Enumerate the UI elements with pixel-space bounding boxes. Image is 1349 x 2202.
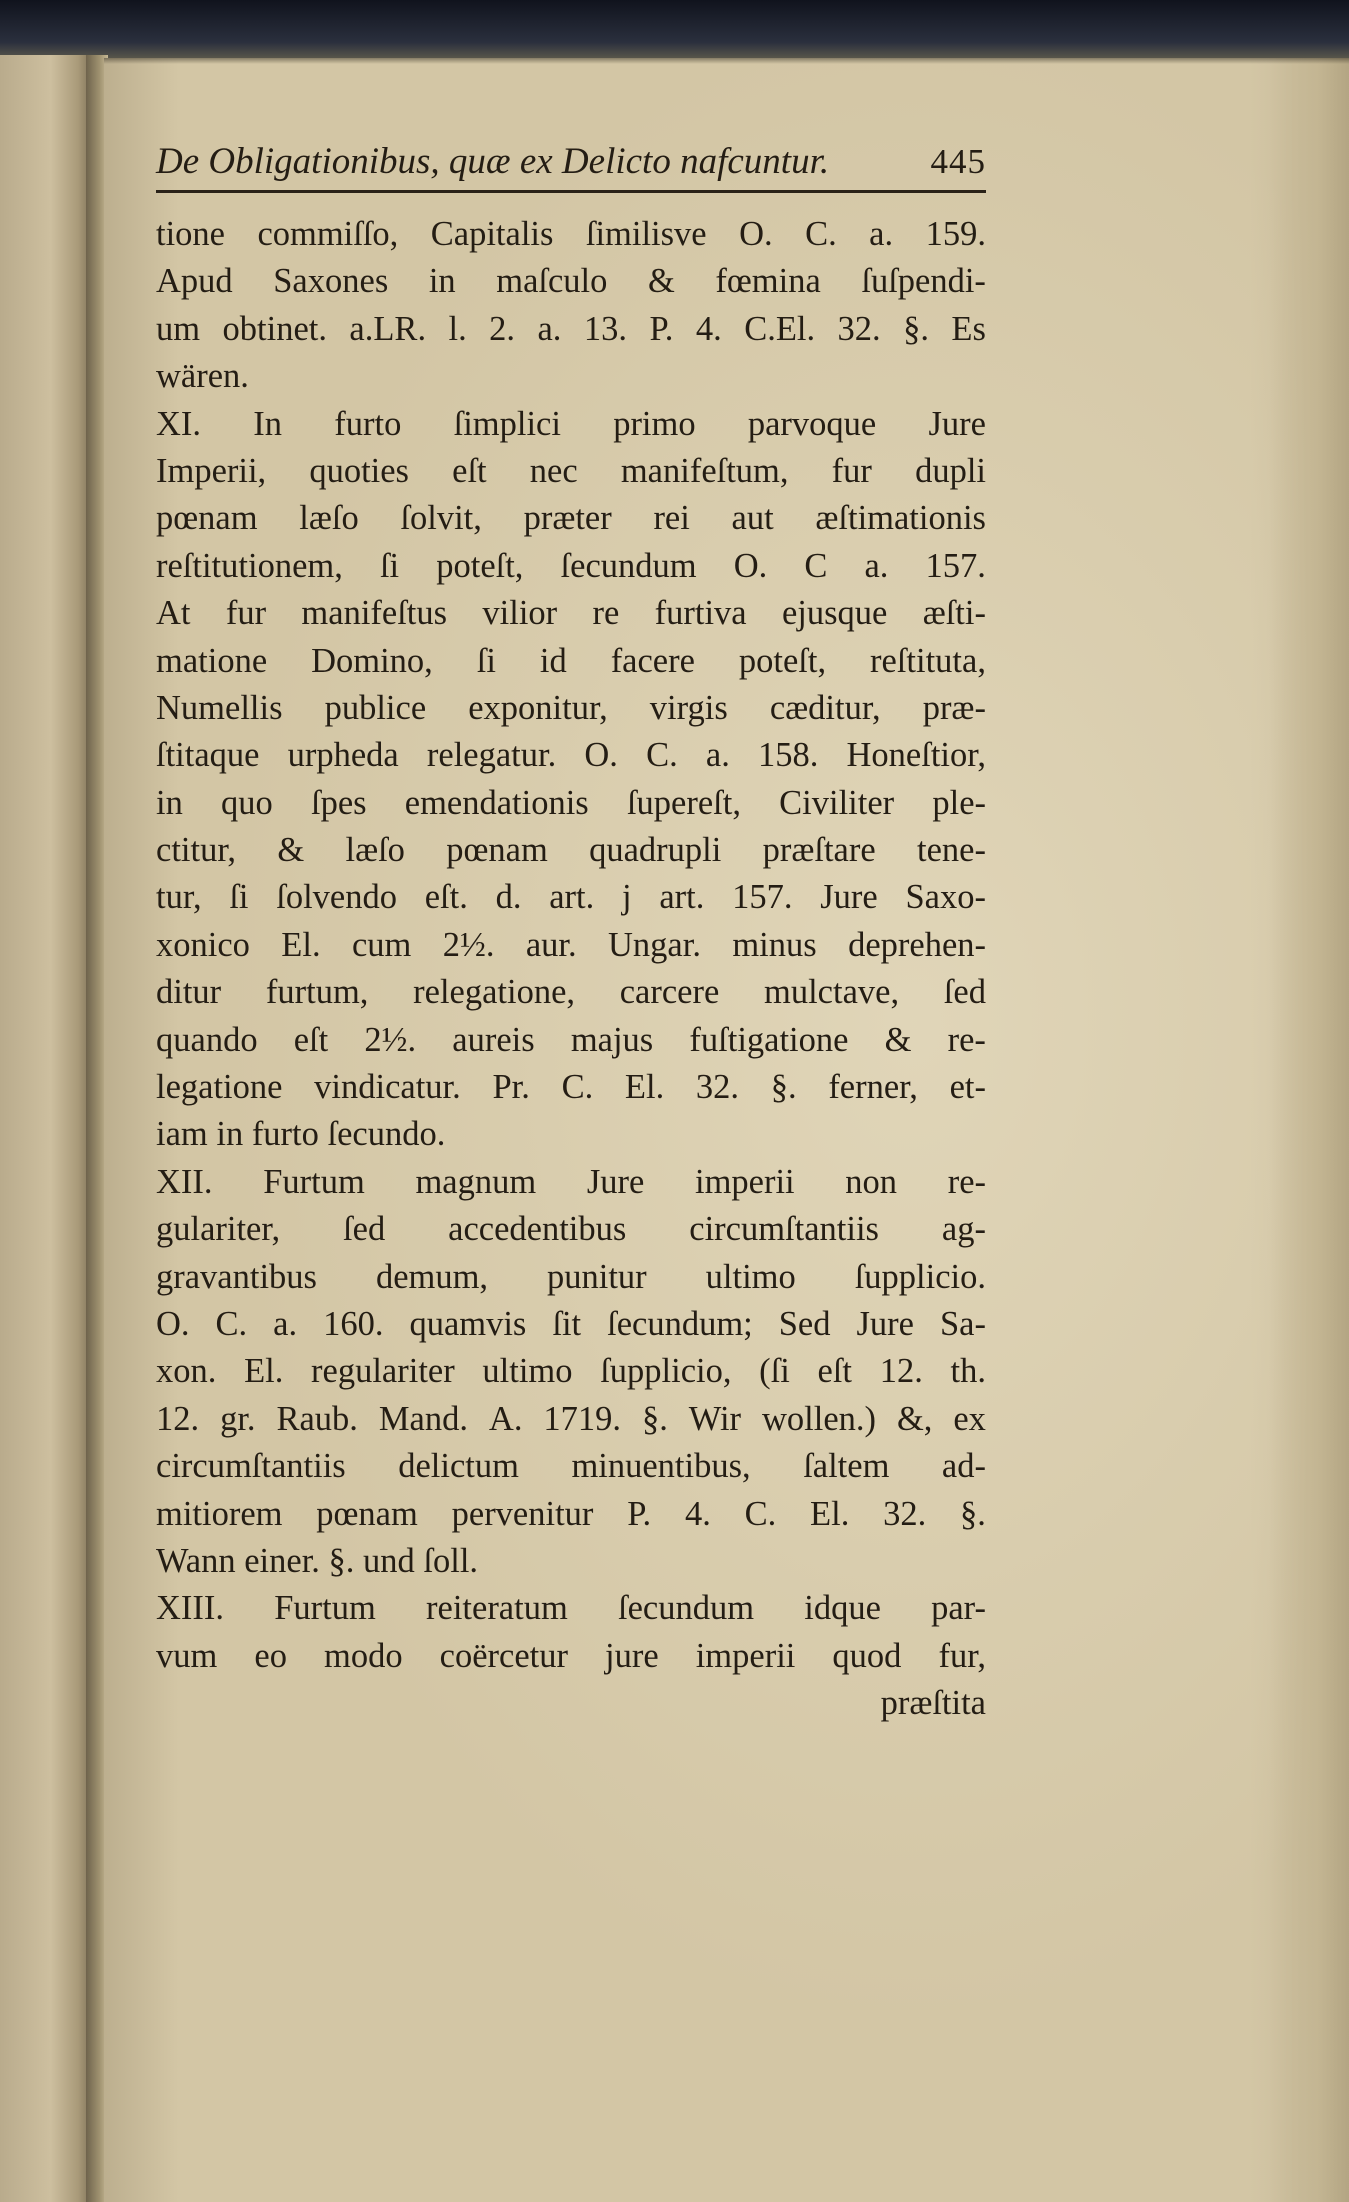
word: In [253,404,283,443]
word: C. [744,1494,777,1533]
word: ſimilisve [585,215,707,253]
word: furtum, [265,973,369,1012]
text-line [156,448,986,495]
word: pœnam [156,499,258,538]
word: in [156,783,183,822]
word: eſt. [424,878,468,917]
word: æſtimationis [815,499,986,538]
word: emendationis [404,783,589,822]
word: in [428,262,456,301]
word: commiſſo, [257,215,399,253]
word: ad- [941,1447,986,1486]
word: 157. [925,546,986,585]
word: tene- [916,831,986,870]
word: æſti- [922,594,986,633]
text-line [156,1254,986,1301]
text-line [156,1348,986,1395]
word: P. [627,1494,652,1533]
text-line [156,685,986,732]
word: §. [903,309,929,348]
word: 32. [695,1068,740,1107]
word: reſtituta, [870,641,986,680]
word: par- [931,1589,986,1628]
word: Jure [586,1162,645,1201]
word: imperii [695,1636,796,1675]
word: re [592,594,620,633]
word: C [804,546,828,585]
word: læſo [345,831,405,870]
text-line [156,1159,986,1206]
word: gulariter, [156,1210,281,1249]
previous-page-edge [0,55,92,2202]
text-line [156,401,986,448]
word: eſt [817,1352,852,1391]
word: circumſtantiis [689,1210,879,1249]
word: urpheda [287,736,399,775]
text-line: iam in furto ſecundo. [156,1115,446,1154]
word: punitur [547,1257,647,1296]
word: ferner, [828,1068,918,1107]
word: ſed [343,1210,386,1249]
word: 2½. [364,1020,417,1059]
word: publice [324,688,427,727]
word: delictum [398,1447,519,1486]
page-edge-right [1269,58,1349,2202]
word: & [647,262,675,301]
page-top-shadow [104,58,1349,64]
word: quoties [309,451,409,490]
word: eſt [293,1020,329,1059]
text-line [156,969,986,1016]
word: imperii [694,1162,795,1201]
word: idque [804,1589,881,1628]
word: d. [495,878,522,917]
word: fuſtigatione [689,1020,849,1059]
word: quadrupli [589,831,722,870]
word: ag- [941,1210,986,1249]
text-line [156,827,986,874]
body-text [156,211,986,1680]
word: §. [770,1068,797,1107]
word: virgis [649,688,728,727]
header-rule [156,190,986,193]
word: a. [864,546,889,585]
text-line [156,543,986,590]
word: ſupereſt, [626,783,741,822]
word: El. [624,1068,665,1107]
catchword-line [156,1680,986,1730]
page-number: 445 [930,142,986,181]
word: Jure [820,878,878,917]
word: §. [641,1399,668,1438]
word: Furtum [263,1162,365,1201]
word: XI. [156,404,202,443]
word: id [539,641,567,680]
word: gravantibus [156,1257,317,1296]
word: coërcetur [439,1636,568,1675]
word: Capitalis [430,215,554,253]
word: a. [273,1304,298,1343]
word: vilior [482,594,558,633]
word: 32. [883,1494,927,1533]
word: XIII. [156,1589,225,1628]
word: art. [549,878,595,917]
word: At [156,594,191,633]
word: ſolvendo [276,878,397,917]
word: eo [254,1636,287,1675]
word: C. [561,1068,594,1107]
word: mulctave, [764,973,900,1012]
word: furtiva [654,594,747,633]
word: ſpes [311,783,367,822]
word: maſculo [496,262,608,301]
word: matione [156,641,268,680]
text-line [156,1491,986,1538]
text-line [156,495,986,542]
word: re- [947,1020,986,1059]
word: Wir [688,1399,742,1438]
word: tione [156,215,225,253]
word: 12. [156,1399,200,1438]
word: eſt [452,451,487,490]
running-title: De Obligationibus, quæ ex Delicto nafcuntur. [156,141,830,182]
word: cæditur, [769,688,881,727]
word: Pr. [492,1068,530,1107]
word: ſi [476,641,496,680]
word: §. [960,1494,986,1533]
word: 13. [583,309,627,348]
word: a. [537,309,562,348]
word: 12. [879,1352,923,1391]
word: ultimo [482,1352,573,1391]
text-line [156,1301,986,1348]
word: xon. [156,1352,217,1391]
text-line [156,922,986,969]
word: C. [215,1304,248,1343]
word: 2½. [442,925,495,964]
word: 4. [695,309,722,348]
word: O. [156,1304,190,1343]
word: C.El. [744,309,816,348]
word: tur, [156,878,202,917]
word: reiteratum [426,1589,568,1628]
text-line [156,780,986,827]
word: rei [653,499,690,538]
word: ex [953,1399,986,1438]
word: præ- [922,688,986,727]
word: wollen.) [761,1399,876,1438]
word: El. [810,1494,850,1533]
word: & [884,1020,912,1059]
word: Saxones [273,262,389,301]
word: quod [832,1636,902,1675]
word: ſecundum [560,546,697,585]
word: a.LR. [349,309,427,348]
text-line [156,1064,986,1111]
word: cum [351,925,412,964]
word: El. [244,1352,284,1391]
word: 160. [323,1304,384,1343]
word: minuentibus, [571,1447,751,1486]
word: um [156,309,201,348]
word: ſecundum; [607,1304,753,1343]
word: quo [221,783,273,822]
word: mitiorem [156,1494,283,1533]
word: O. [584,736,618,775]
word: gr. [220,1399,256,1438]
word: vum [156,1636,218,1675]
word: ſupplicio, [600,1352,732,1391]
word: reſtitutionem, [156,546,343,585]
word: xonico [156,925,250,964]
word: fœmina [715,262,821,301]
word: ſed [943,973,986,1012]
running-header [156,120,986,180]
text-line: Wann einer. §. und ſoll. [156,1541,479,1580]
text-line [156,638,986,685]
word: 1719. [543,1399,622,1438]
word: poteſt, [738,641,827,680]
word: O. [733,546,768,585]
word: Mand. [378,1399,468,1438]
word: jure [605,1636,659,1675]
word: magnum [415,1162,537,1201]
word: Jure [856,1304,914,1343]
word: ditur [156,973,222,1012]
word: ſimplici [453,404,561,443]
word: P. [649,309,674,348]
word: ultimo [705,1257,796,1296]
word: non [845,1162,898,1201]
word: regulariter [311,1352,455,1391]
text-line [156,874,986,921]
word: Furtum [274,1589,376,1628]
word: accedentibus [448,1210,627,1249]
page-text [156,120,986,1730]
word: et- [949,1068,986,1107]
text-line: wären. [156,357,249,396]
word: demum, [375,1257,489,1296]
word: &, [896,1399,933,1438]
word: læſo [299,499,359,538]
word: obtinet. [222,309,327,348]
word: circumſtantiis [156,1447,346,1486]
word: ctitur, [156,831,237,870]
word: ple- [932,783,986,822]
word: aut [731,499,774,538]
word: minus [732,925,817,964]
word: modo [324,1636,403,1675]
word: Imperii, [156,451,267,490]
word: pœnam [316,1494,418,1533]
word: 32. [837,309,881,348]
word: 4. [684,1494,711,1533]
word: 158. [757,736,819,775]
word: ejusque [781,594,888,633]
text-line [156,590,986,637]
catchword: præſtita [880,1684,986,1723]
word: dupli [915,451,986,490]
word: a. [705,736,730,775]
text-line [156,306,986,353]
word: primo [613,404,696,443]
word: (ſi [759,1352,790,1391]
word: ſit [552,1304,582,1343]
word: ſupplicio. [854,1257,986,1296]
word: ſuſpendi- [861,262,986,301]
word: exponitur, [468,688,608,727]
word: ſolvit, [400,499,482,538]
word: furto [334,404,402,443]
word: Apud [156,262,233,301]
text-line [156,1017,986,1064]
word: relegatur. [426,736,557,775]
word: ſecundum [618,1589,755,1628]
text-line [156,732,986,779]
text-line [156,1206,986,1253]
word: ſi [379,546,400,585]
word: C. [646,736,678,775]
word: Jure [928,404,986,443]
word: ſtitaque [156,736,260,775]
word: El. [281,925,321,964]
word: pervenitur [451,1494,594,1533]
word: Sa- [939,1304,986,1343]
word: legatione [156,1068,283,1107]
word: 159. [925,215,986,253]
word: j [621,878,632,917]
word: deprehen- [848,925,986,964]
word: fur, [938,1636,986,1675]
word: carcere [619,973,720,1012]
word: A. [488,1399,523,1438]
word: fur [831,451,872,490]
word: facere [610,641,695,680]
word: Sed [778,1304,831,1343]
word: 157. [732,878,793,917]
word: aureis [452,1020,535,1059]
word: relegatione, [413,973,576,1012]
word: majus [570,1020,654,1059]
text-line [156,1443,986,1490]
word: aur. [525,925,577,964]
word: vindicatur. [314,1068,461,1107]
word: fur [225,594,267,633]
word: præſtare [762,831,876,870]
word: poteſt, [436,546,524,585]
word: Honeſtior, [846,736,986,775]
word: th. [950,1352,986,1391]
word: præter [523,499,612,538]
word: XII. [156,1162,213,1201]
text-line [156,1585,986,1632]
word: Civiliter [779,783,895,822]
word: ſaltem [803,1447,890,1486]
word: C. [805,215,837,253]
scanner-background [0,0,1349,60]
word: nec [529,451,578,490]
word: re- [947,1162,986,1201]
word: pœnam [446,831,548,870]
word: 2. [489,309,516,348]
word: Ungar. [608,925,701,964]
word: manifeſtum, [620,451,789,490]
word: quamvis [409,1304,527,1343]
word: a. [869,215,894,253]
word: Saxo- [905,878,986,917]
word: parvoque [747,404,877,443]
word: Es [951,309,986,348]
text-line [156,1396,986,1443]
word: & [277,831,305,870]
word: Numellis [156,688,283,727]
text-line [156,258,986,305]
word: ſi [229,878,249,917]
word: l. [448,309,467,348]
text-line [156,211,986,258]
word: art. [659,878,705,917]
word: quando [156,1020,258,1059]
word: manifeſtus [301,594,448,633]
word: O. [739,215,773,253]
text-line [156,1633,986,1680]
word: Raub. [276,1399,358,1438]
word: Domino, [311,641,433,680]
